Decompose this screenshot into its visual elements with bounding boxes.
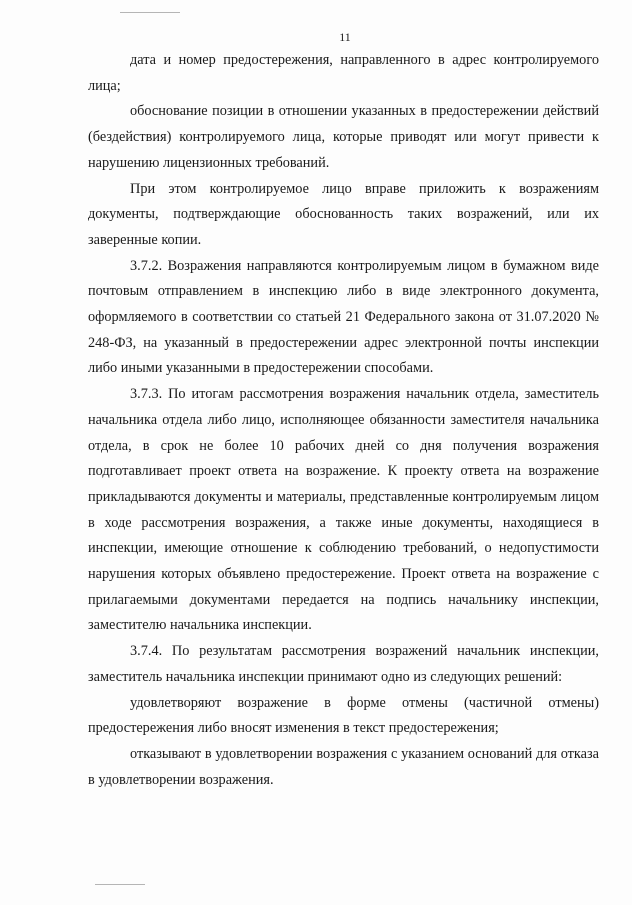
- document-body: [88, 48, 599, 793]
- scan-artifact: [95, 884, 145, 885]
- paragraph: 3.7.4. По результатам рассмотрения возражений начальник инспекции, заместитель начальника инспекции принимают одно из следующих решений:: [88, 643, 599, 685]
- scan-artifact: [120, 12, 180, 13]
- paragraph: удовлетворяют возражение в форме отмены (частичной отмены) предостережения либо вносят изменения в текст предостережения;: [88, 694, 599, 737]
- paragraph: обоснование позиции в отношении указанных в предостережении действий (бездействия) контролируемого лица, которые приводят или могут привести к нарушению лицензионных требований.: [88, 103, 599, 171]
- paragraph: отказывают в удовлетворении возражения с указанием оснований для отказа в удовлетворении возражения.: [88, 745, 599, 788]
- page-number: 11: [339, 30, 351, 44]
- paragraph: 3.7.2. Возражения направляются контролируемым лицом в бумажном виде почтовым отправлением в инспекцию либо в виде электронного документа, оформляемого в соответствии со статьей 21 Федерального закона от 31.07.2020 № 248-ФЗ, на указанный в предостережении адрес электронной почты инспекции либо иными указанными в предостережении способами.: [88, 257, 599, 377]
- paragraph: дата и номер предостережения, направленного в адрес контролируемого лица;: [88, 52, 599, 94]
- paragraph: При этом контролируемое лицо вправе приложить к возражениям документы, подтверждающие обоснованность таких возражений, или их заверенные копии.: [88, 180, 599, 248]
- paragraph: 3.7.3. По итогам рассмотрения возражения начальник отдела, заместитель начальника отдела либо лицо, исполняющее обязанности заместителя начальника отдела, в срок не более 10 рабочих дней со дня получения возражения подготавливает проект ответа на возражение. К проекту ответа на возражение прикладываются документы и материалы, представленные контролируемым лицом в ходе рассмотрения возражения, а также иные документы, находящиеся в инспекции, имеющие отношение к соблюдению требований, о недопустимости нарушения которых объявлено предостережение. Проект ответа на возражение с прилагаемыми документами передается на подпись начальнику инспекции, заместителю начальника инспекции.: [88, 386, 599, 634]
